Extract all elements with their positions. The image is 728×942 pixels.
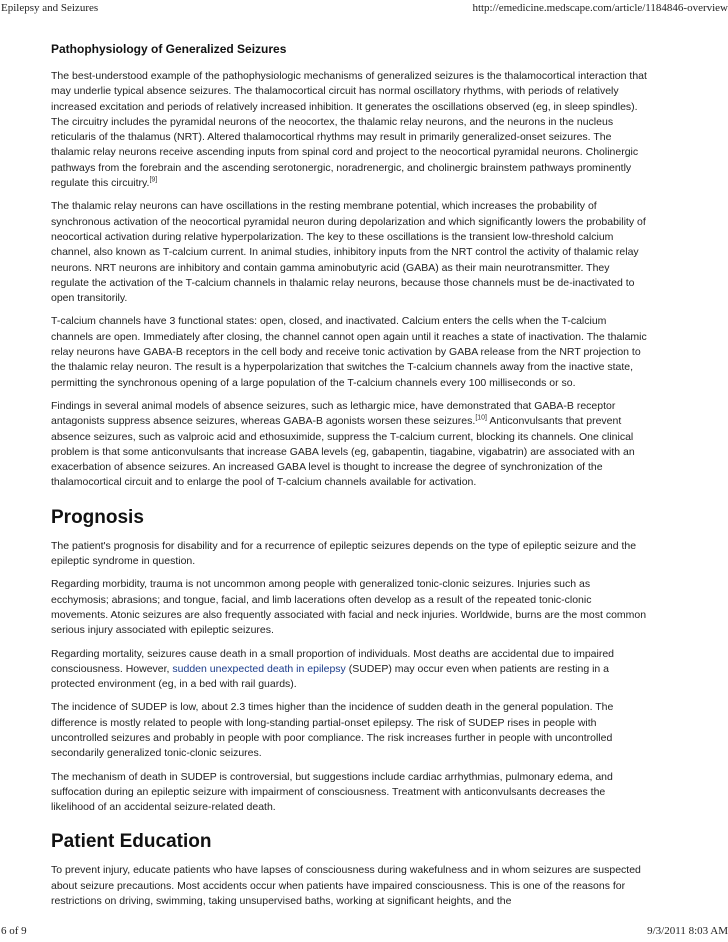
paragraph: Findings in several animal models of absence seizures, such as lethargic mice, have demonstrated that GABA-B receptor antagonists suppress absence seizures, whereas GABA-B agonists worsen these seizures.[10] Anticonvulsants that prevent absence seizures, such as valproic acid and ethosuximide, suppress the T-calcium current, blocking its channels. One clinical problem is that some anticonvulsants that increase GABA levels (eg, gabapentin, tiagabine, vigabatrin) are associated with an exacerbation of absence seizures. An increased GABA level is thought to increase the degree of synchronization of the thalamocortical circuit and to enlarge the pool of T-calcium channels available for activation.	[51, 399, 635, 489]
page-number: 6 of 9	[1, 925, 27, 937]
paragraph: The thalamic relay neurons can have oscillations in the resting membrane potential, which increases the probability of synchronous activation of the neocortical pyramidal neuron during depolarization and which significantly lowers the probability of neocortical activation during relative hyperpolarization. The key to these oscillations is the transient low-threshold calcium channel, also known as T-calcium current. In animal studies, inhibitory inputs from the NRT control the activity of thalamic relay neurons. NRT neurons are inhibitory and contain gamma aminobutyric acid (GABA) as their main neurotransmitter. They regulate the activation of the T-calcium channels in thalamic relay neurons, because those channels must be de-inactivated to open transitorily.	[51, 200, 646, 305]
citation-9[interactable]: [9]	[149, 176, 158, 184]
document-title: Epilepsy and Seizures	[1, 2, 99, 14]
print-header	[0, 2, 728, 16]
paragraph: The best-understood example of the pathophysiologic mechanisms of generalized seizures is the thalamocortical interaction that may underlie typical absence seizures. The thalamocortical circuit has normal oscillatory rhythms, with periods of relatively increased excitation and periods of relatively increased inhibition. It generates the oscillations observed (eg, in sleep spindles). The circuitry includes the pyramidal neurons of the neocortex, the thalamic relay neurons, and the neurons in the nucleus reticularis of the thalamus (NRT). Altered thalamocortical rhythms may result in primarily generalized-onset seizures. The thalamic relay neurons receive ascending inputs from spinal cord and project to the neocortical pyramidal neurons. Cholinergic pathways from the forebrain and the ascending serotonergic, noradrenergic, and cholinergic brainstem pathways prominently regulate this circuitry.[9]	[51, 70, 647, 190]
page-url: http://emedicine.medscape.com/article/1184846-overview	[472, 2, 728, 14]
sudep-link[interactable]: sudden unexpected death in epilepsy	[172, 662, 346, 675]
print-datetime: 9/3/2011 8:03 AM	[647, 925, 728, 937]
patient-education-heading: Patient Education	[51, 831, 212, 853]
paragraph: To prevent injury, educate patients who have lapses of consciousness during wakefulness and in whom seizures are suspected about seizure precautions. Most accidents occur when patients have impaired consciousness. This is one of the reasons for restrictions on driving, swimming, taking unsupervised baths, working at significant heights, and the	[51, 864, 641, 908]
prognosis-heading: Prognosis	[51, 506, 144, 528]
article-content	[51, 42, 647, 917]
paragraph: The patient's prognosis for disability and for a recurrence of epileptic seizures depends on the type of epileptic seizure and the epileptic syndrome in question.	[51, 539, 637, 568]
paragraph: T-calcium channels have 3 functional states: open, closed, and inactivated. Calcium enters the cells when the T-calcium channels are open. Immediately after closing, the channel cannot open again until it reaches a state of inactivation. The thalamic relay neurons have GABA-B receptors in the cell body and receive tonic activation by GABA release from the NRT projection to the thalamic relay neuron. The result is a hyperpolarization that switches the T-calcium channels away from the inactive state, permitting the synchronous opening of a large population of the T-calcium channels every 100 milliseconds or so.	[51, 315, 647, 389]
paragraph: The mechanism of death in SUDEP is controversial, but suggestions include cardiac arrhythmias, pulmonary edema, and suffocation during an epileptic seizure with impairment of consciousness. Treatment with anticonvulsants decreases the likelihood of an accidental seizure-related death.	[51, 770, 613, 814]
paragraph: Regarding morbidity, trauma is not uncommon among people with generalized tonic-clonic seizures. Injuries such as ecchymosis; abrasions; and tongue, facial, and limb lacerations often develop as a result of the repeated tonic-clonic movements. Atonic seizures are also frequently associated with facial and neck injuries. Worldwide, burns are the most common serious injury associated with epileptic seizures.	[51, 578, 647, 637]
pathophysiology-heading: Pathophysiology of Generalized Seizures	[51, 42, 287, 56]
paragraph: The incidence of SUDEP is low, about 2.3 times higher than the incidence of sudden death in the general population. The difference is mostly related to people with long-standing partial-onset epilepsy. The risk of SUDEP rises in people with uncontrolled seizures and probably in people with poor compliance. The risk increases further in people with uncontrolled secondarily generalized tonic-clonic seizures.	[51, 701, 614, 760]
paragraph: Regarding mortality, seizures cause death in a small proportion of individuals. Most deaths are accidental due to impaired consciousness. However, sudden unexpected death in epilepsy (SUDEP) may occur even when patients are resting in a protected environment (eg, in a bed with rail guards).	[51, 647, 615, 691]
print-footer	[0, 925, 728, 939]
citation-10[interactable]: [10]	[475, 414, 487, 422]
